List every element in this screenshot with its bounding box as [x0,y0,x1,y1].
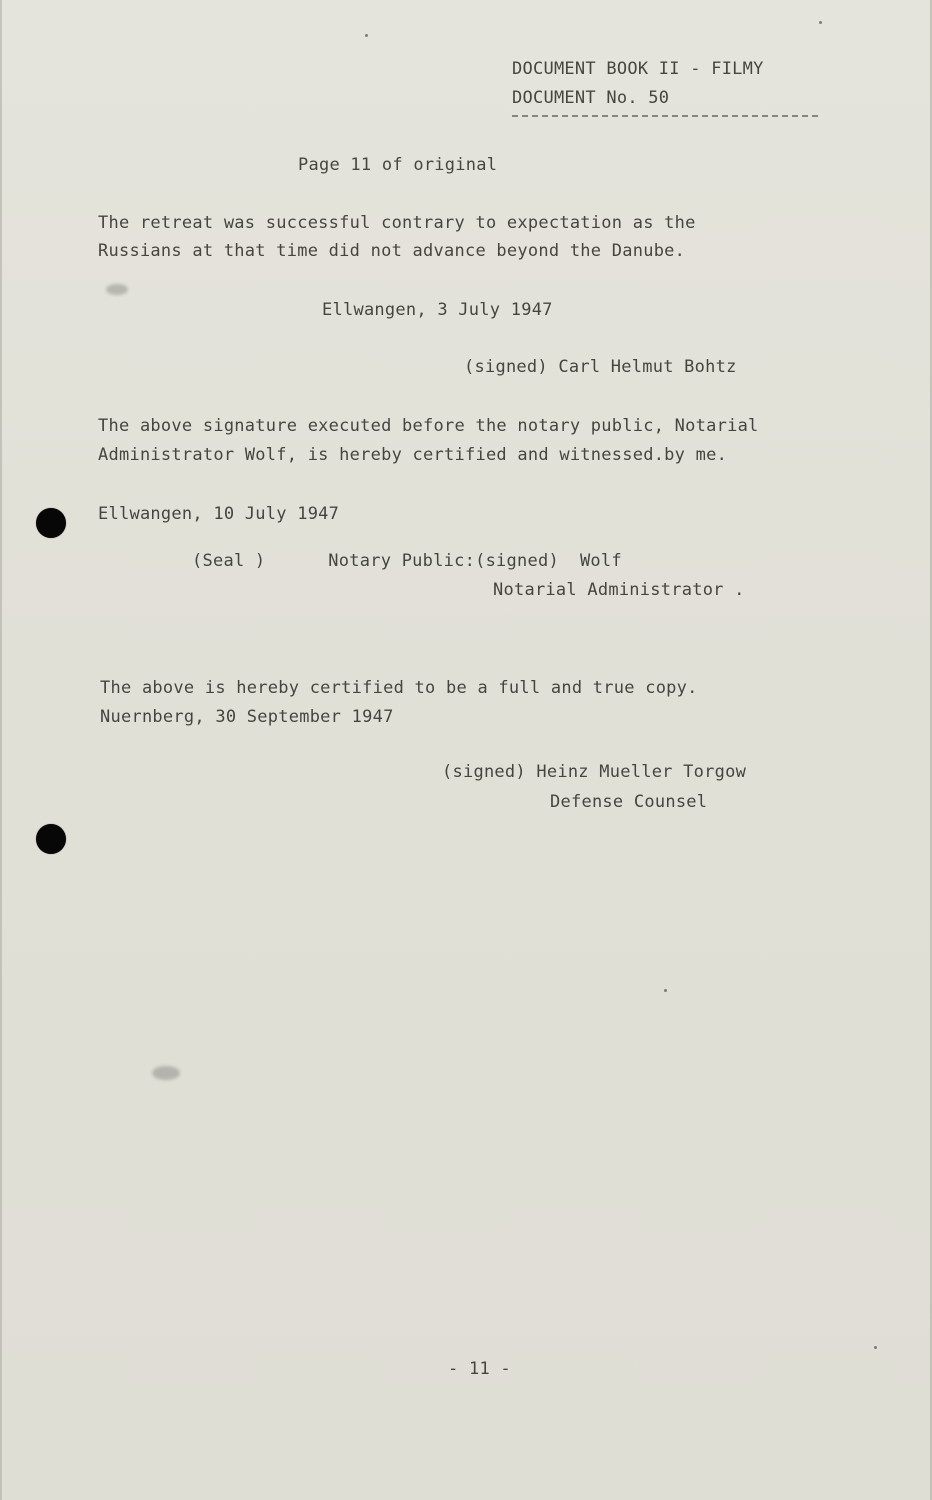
retreat-paragraph-line-1: The retreat was successful contrary to expectation as the [98,213,696,233]
nuernberg-date: Nuernberg, 30 September 1947 [100,707,394,727]
left-paper-edge [0,0,2,1500]
page-number: - 11 - [448,1359,511,1379]
seal-and-notary-signature: (Seal ) Notary Public:(signed) Wolf [192,551,622,571]
true-copy-certification: The above is hereby certified to be a full and true copy. [100,678,698,698]
defense-counsel-title: Defense Counsel [550,792,708,812]
ellwangen-date-2: Ellwangen, 10 July 1947 [98,504,340,524]
retreat-paragraph-line-2: Russians at that time did not advance beyond the Danube. [98,241,686,261]
punch-hole-bottom [36,824,66,854]
paper-speck [874,1346,877,1349]
notarial-administrator-title: Notarial Administrator . [493,580,745,600]
document-number-heading: DOCUMENT No. 50 [512,88,670,108]
paper-speck [819,21,822,24]
original-page-reference: Page 11 of original [298,155,498,175]
paper-smudge [106,284,128,295]
certification-line-1: The above signature executed before the notary public, Notarial [98,416,759,436]
ellwangen-date-1: Ellwangen, 3 July 1947 [322,300,553,320]
document-book-heading: DOCUMENT BOOK II - FILMY [512,59,764,79]
paper-speck [664,989,667,992]
paper-speck [365,34,368,37]
paper-smudge [152,1066,180,1080]
defense-counsel-signature: (signed) Heinz Mueller Torgow [442,762,747,782]
bohtz-signature: (signed) Carl Helmut Bohtz [464,357,737,377]
punch-hole-top [36,508,66,538]
certification-line-2: Administrator Wolf, is hereby certified and witnessed.by me. [98,445,728,465]
header-dashed-rule [512,115,818,117]
